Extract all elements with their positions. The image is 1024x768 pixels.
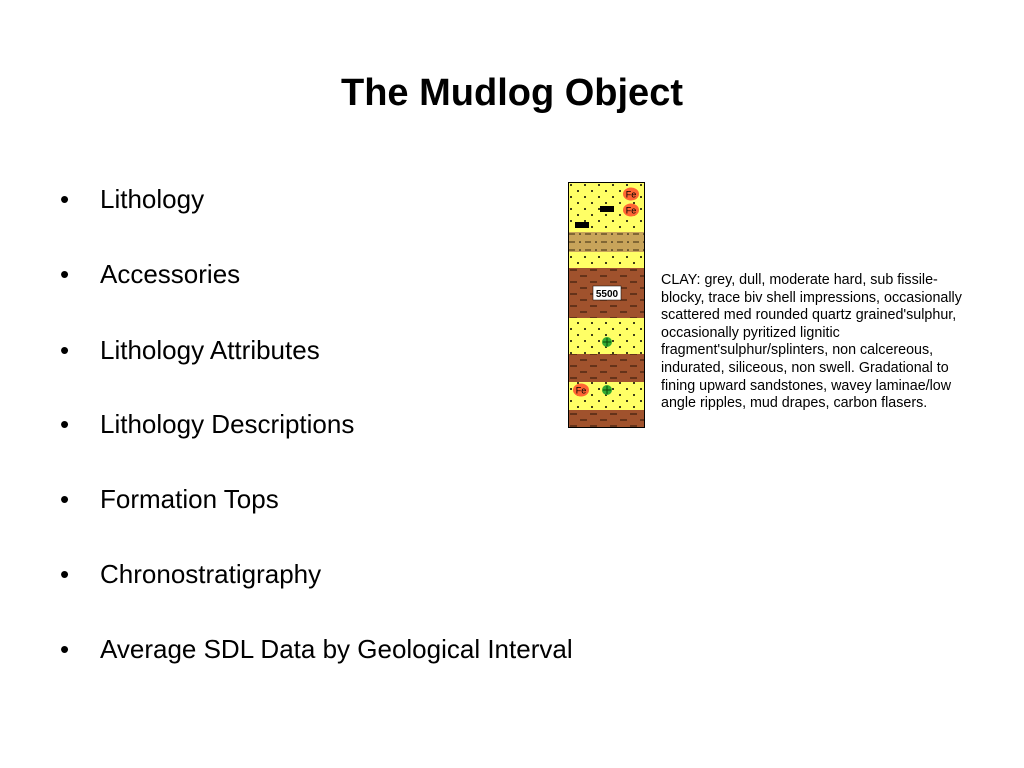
iron-accessory-icon xyxy=(623,204,639,217)
iron-accessory-icon xyxy=(623,188,639,201)
lithology-column xyxy=(568,182,648,430)
bullet-dot: • xyxy=(60,409,70,439)
depth-marker-label: 5500 xyxy=(595,289,619,300)
fossil-accessory-icon xyxy=(602,385,612,395)
bullet-dot: • xyxy=(60,184,70,214)
bullet-text: Chronostratigraphy xyxy=(100,559,322,589)
lignite-accessory-icon xyxy=(600,206,614,212)
bullet-text: Lithology Descriptions xyxy=(100,409,355,439)
bullet-text: Formation Tops xyxy=(100,484,279,514)
bullet-item xyxy=(60,259,240,289)
svg-text:Fe: Fe xyxy=(625,189,637,200)
bullet-text: Lithology xyxy=(100,184,205,214)
bullet-item xyxy=(60,559,321,589)
iron-accessory-icon xyxy=(573,384,589,397)
bullet-dot: • xyxy=(60,484,70,514)
bullet-item xyxy=(60,335,320,365)
bullet-text: Average SDL Data by Geological Interval xyxy=(100,634,573,664)
sand-layer xyxy=(568,318,644,354)
silt-layer xyxy=(568,232,644,252)
bullet-text: Accessories xyxy=(100,259,241,289)
clay-layer xyxy=(568,354,644,382)
fossil-accessory-icon xyxy=(602,337,612,347)
bullet-item xyxy=(60,409,354,439)
clay-layer xyxy=(568,410,644,428)
bullet-item xyxy=(60,184,204,214)
bullet-dot: • xyxy=(60,259,70,289)
bullet-text: Lithology Attributes xyxy=(100,335,320,365)
bullet-dot: • xyxy=(60,634,70,664)
bullet-dot: • xyxy=(60,559,70,589)
lignite-accessory-icon xyxy=(575,222,589,228)
bullet-item xyxy=(60,484,279,514)
bullet-item xyxy=(60,634,573,664)
svg-text:Fe: Fe xyxy=(625,205,637,216)
lithology-description: CLAY: grey, dull, moderate hard, sub fissile-blocky, trace biv shell impressions, occasionally scattered med rounded quartz grained'sulphur, occasionally pyritized lignitic fragment'sulphur/splinters, non calcereous, indurated, siliceous, non swell. Gradational to fining upward sandstones, wavey laminae/low angle ripples, mud drapes, carbon flasers. xyxy=(661,272,962,412)
slide-title: The Mudlog Object xyxy=(341,72,683,114)
bullet-dot: • xyxy=(60,335,70,365)
sand-layer xyxy=(568,252,644,268)
svg-text:Fe: Fe xyxy=(575,385,587,396)
